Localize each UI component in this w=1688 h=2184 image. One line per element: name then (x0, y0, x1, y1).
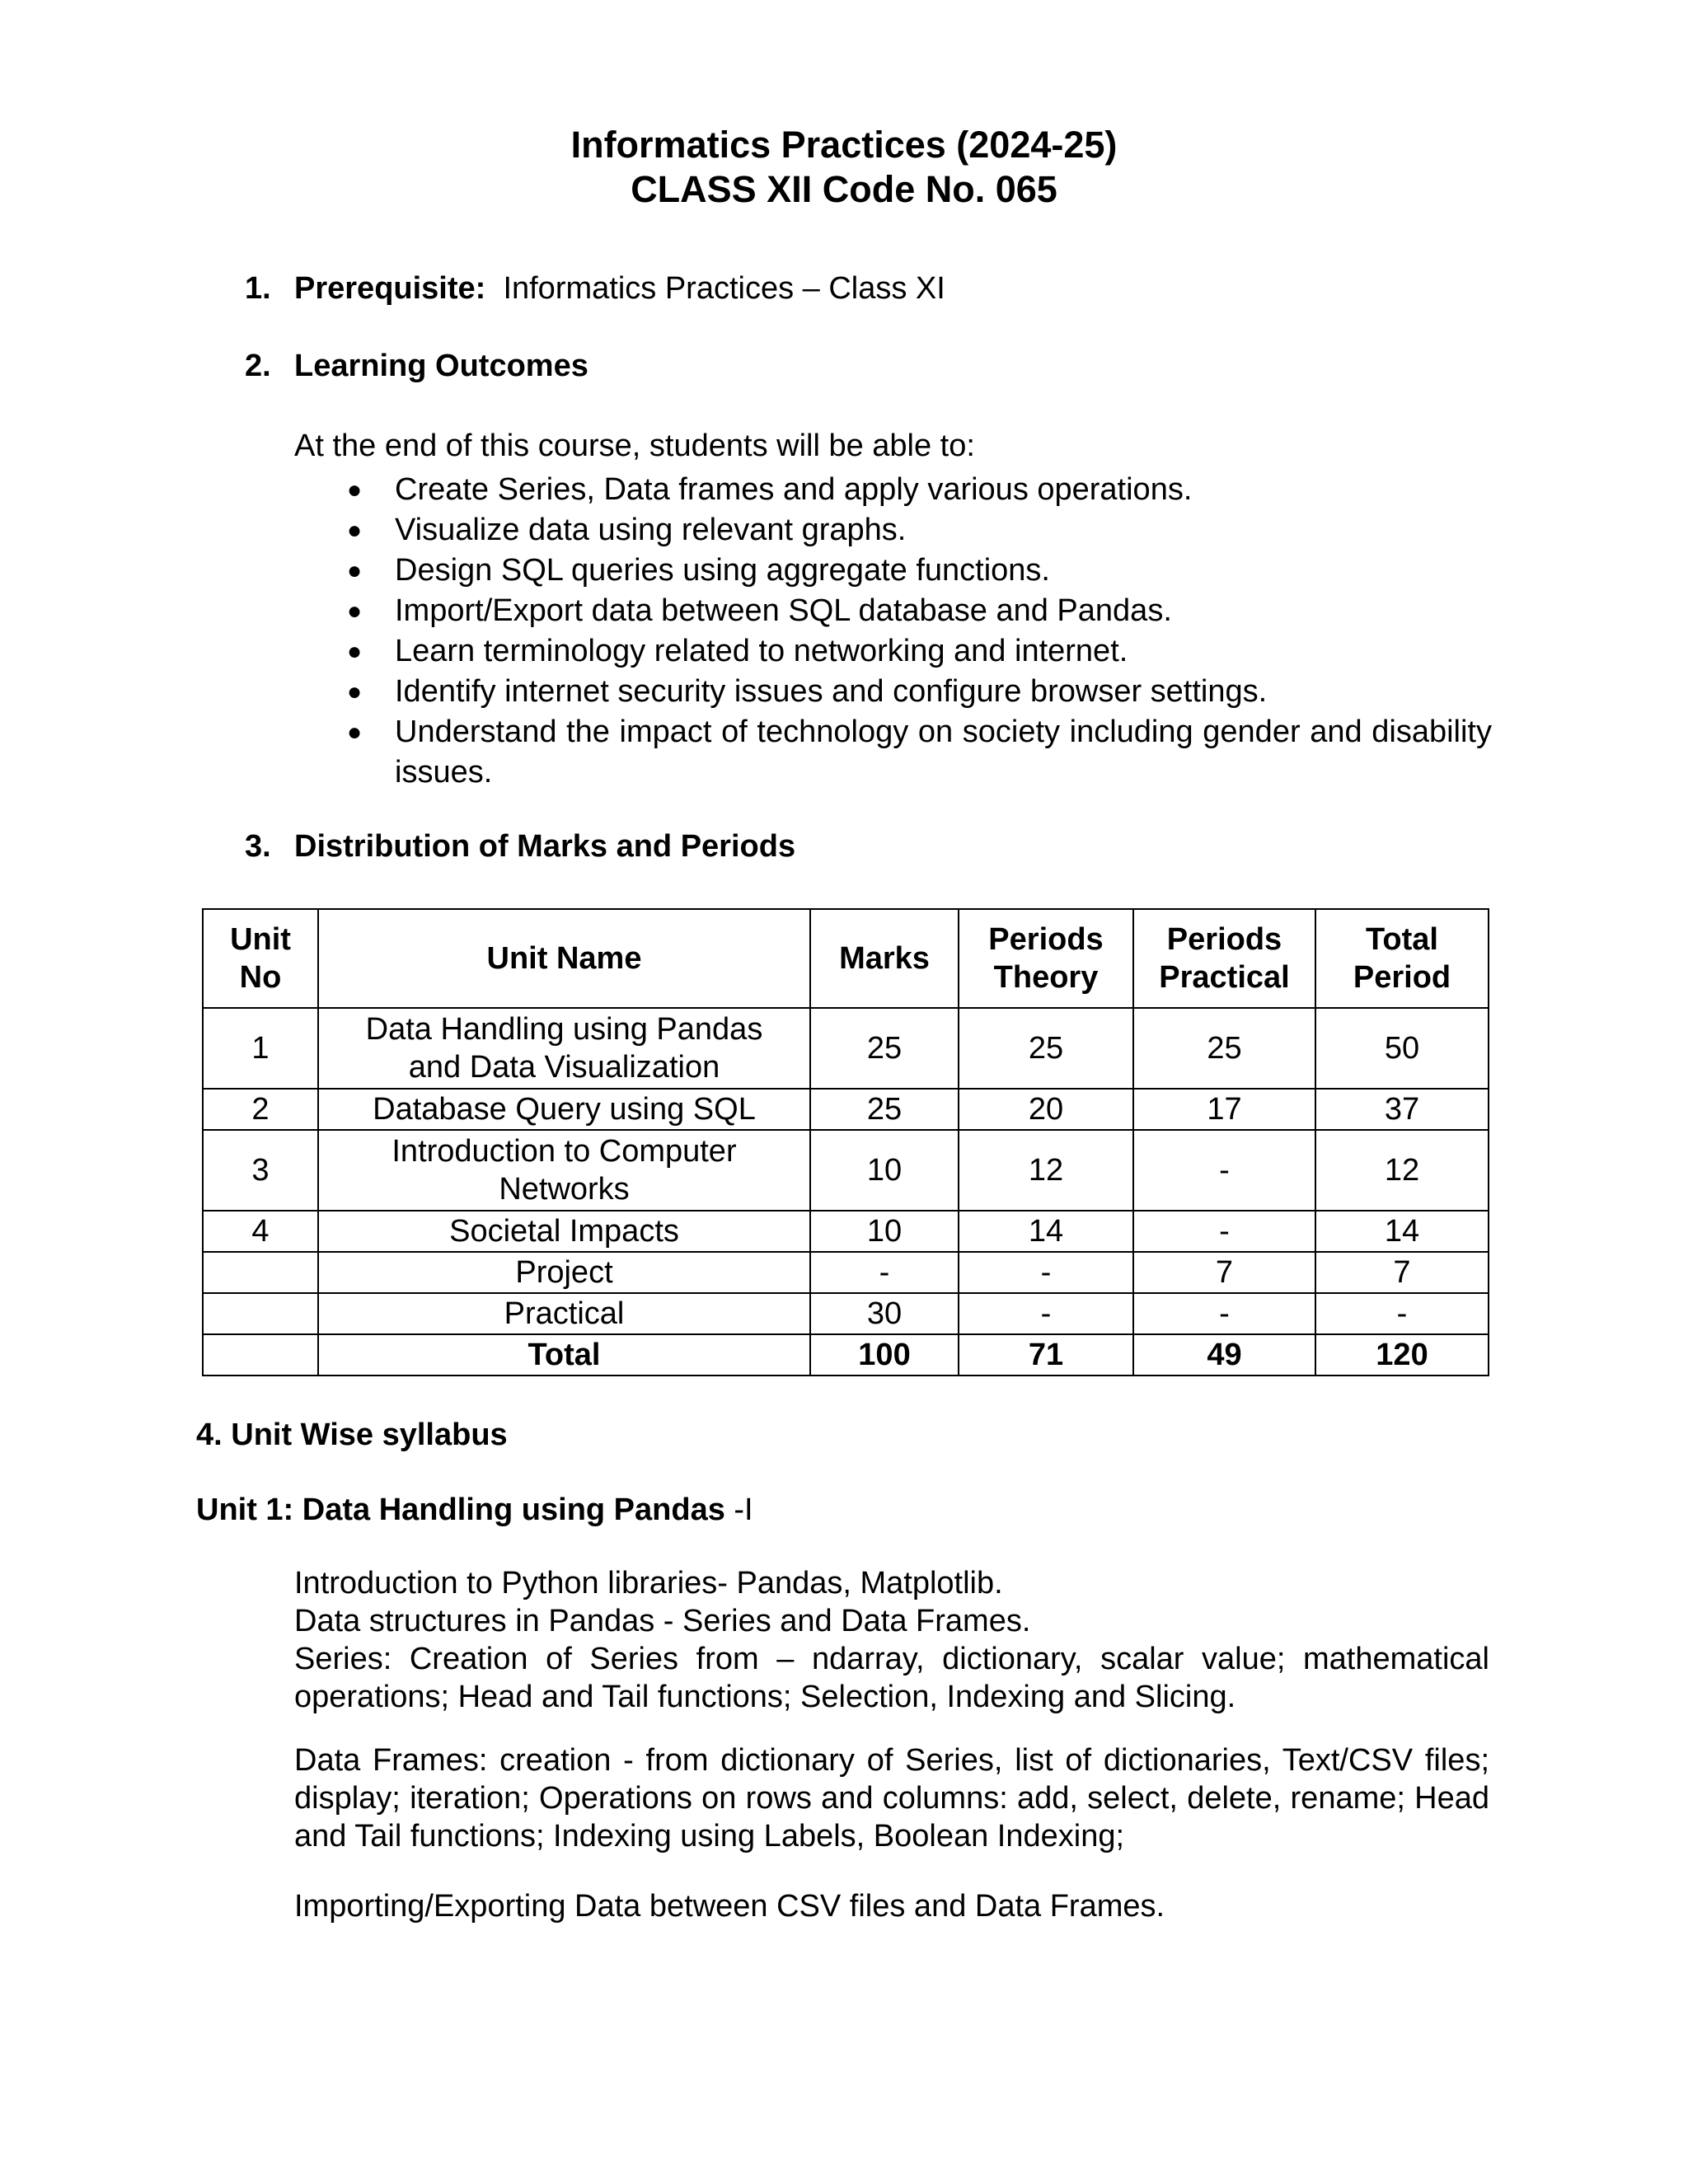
section-label: Learning Outcomes (294, 349, 588, 383)
prerequisite-label: Prerequisite: (294, 271, 486, 306)
cell-periods-practical: 49 (1133, 1334, 1315, 1376)
cell-marks: 25 (810, 1008, 959, 1089)
cell-total-period: 50 (1315, 1008, 1489, 1089)
column-header-unit-no: Unit No (203, 909, 318, 1008)
section-label: Distribution of Marks and Periods (294, 829, 796, 864)
unit1-line: Data structures in Pandas - Series and Data Frames. (294, 1604, 1031, 1638)
table-row (203, 1252, 1489, 1293)
cell-periods-theory: 25 (959, 1008, 1133, 1089)
cell-periods-practical: - (1133, 1130, 1315, 1211)
unit1-line: Series: Creation of Series from – ndarray, dictionary, scalar value; mathematical operations; Head and Tail functions; Selection, Indexing and Slicing. (294, 1642, 1489, 1714)
table-total-row (203, 1334, 1489, 1376)
list-item (342, 470, 1492, 510)
list-item (342, 510, 1492, 551)
cell-unit-name: Database Query using SQL (318, 1089, 810, 1130)
bullet-icon: ● (347, 638, 363, 665)
table-row (203, 1211, 1489, 1252)
list-item-text: Identify internet security issues and configure browser settings. (395, 674, 1268, 709)
cell-periods-practical: - (1133, 1293, 1315, 1334)
cell-unit-name: Practical (318, 1293, 810, 1334)
cell-unit-no (203, 1252, 318, 1293)
list-item (342, 591, 1492, 631)
cell-marks: - (810, 1252, 959, 1293)
cell-periods-theory: - (959, 1293, 1133, 1334)
bullet-icon: ● (347, 598, 363, 625)
marks-distribution-table (202, 908, 1489, 1376)
bullet-icon: ● (347, 678, 363, 705)
cell-unit-name: Societal Impacts (318, 1211, 810, 1252)
bullet-icon: ● (347, 557, 363, 584)
outcomes-intro: At the end of this course, students will be able to: (294, 429, 975, 463)
prerequisite-line (294, 269, 945, 308)
cell-marks: 25 (810, 1089, 959, 1130)
cell-marks: 30 (810, 1293, 959, 1334)
prerequisite-value: Informatics Practices – Class XI (503, 271, 945, 306)
unit1-paragraph-1 (294, 1564, 1489, 1716)
cell-periods-theory: 20 (959, 1089, 1133, 1130)
cell-unit-name: Data Handling using Pandas and Data Visualization (318, 1008, 810, 1089)
list-item-text: Learn terminology related to networking and internet. (395, 634, 1128, 668)
cell-periods-theory: - (959, 1252, 1133, 1293)
cell-unit-no: 3 (203, 1130, 318, 1211)
cell-total-period: - (1315, 1293, 1489, 1334)
cell-periods-practical: 25 (1133, 1008, 1315, 1089)
column-header-unit-name: Unit Name (318, 909, 810, 1008)
outcomes-list (342, 470, 1492, 793)
cell-marks: 10 (810, 1130, 959, 1211)
list-item-text: Import/Export data between SQL database and Pandas. (395, 593, 1172, 628)
table-row (203, 1089, 1489, 1130)
bullet-icon: ● (347, 476, 363, 504)
cell-unit-name: Project (318, 1252, 810, 1293)
column-header-total-period: Total Period (1315, 909, 1489, 1008)
column-header-periods-theory: Periods Theory (959, 909, 1133, 1008)
list-item-text: Understand the impact of technology on society including gender and disability issues. (395, 715, 1492, 790)
cell-total-period: 120 (1315, 1334, 1489, 1376)
section-number: 2. (245, 349, 271, 383)
cell-unit-no: 2 (203, 1089, 318, 1130)
unit1-heading (196, 1490, 753, 1530)
column-header-marks: Marks (810, 909, 959, 1008)
cell-unit-name: Total (318, 1334, 810, 1376)
cell-marks: 100 (810, 1334, 959, 1376)
table-header-row (203, 909, 1489, 1008)
cell-unit-name: Introduction to Computer Networks (318, 1130, 810, 1211)
cell-unit-no (203, 1334, 318, 1376)
list-item-text: Visualize data using relevant graphs. (395, 513, 907, 547)
list-item (342, 631, 1492, 672)
cell-marks: 10 (810, 1211, 959, 1252)
cell-unit-no: 1 (203, 1008, 318, 1089)
cell-periods-theory: 12 (959, 1130, 1133, 1211)
cell-unit-no (203, 1293, 318, 1334)
list-item (342, 712, 1492, 793)
table-row (203, 1008, 1489, 1089)
cell-total-period: 12 (1315, 1130, 1489, 1211)
cell-total-period: 37 (1315, 1089, 1489, 1130)
bullet-icon: ● (347, 517, 363, 544)
cell-unit-no: 4 (203, 1211, 318, 1252)
section-number: 1. (245, 271, 271, 306)
unit1-heading-title: Unit 1: Data Handling using Pandas (196, 1493, 725, 1527)
unit1-paragraph-3: Importing/Exporting Data between CSV files and Data Frames. (294, 1889, 1165, 1924)
unit1-heading-suffix: -I (724, 1493, 753, 1527)
cell-total-period: 14 (1315, 1211, 1489, 1252)
document-title: Informatics Practices (2024-25) (570, 124, 1118, 166)
list-item (342, 551, 1492, 591)
list-item (342, 672, 1492, 712)
list-item-text: Design SQL queries using aggregate functions. (395, 553, 1050, 588)
column-header-periods-practical: Periods Practical (1133, 909, 1315, 1008)
bullet-icon: ● (347, 719, 363, 746)
cell-total-period: 7 (1315, 1252, 1489, 1293)
table-row (203, 1130, 1489, 1211)
cell-periods-practical: - (1133, 1211, 1315, 1252)
unit-wise-syllabus-heading: 4. Unit Wise syllabus (196, 1418, 508, 1452)
document-subtitle: CLASS XII Code No. 065 (631, 168, 1057, 210)
cell-periods-practical: 17 (1133, 1089, 1315, 1130)
unit1-line: Introduction to Python libraries- Pandas, Matplotlib. (294, 1566, 1003, 1601)
list-item-text: Create Series, Data frames and apply various operations. (395, 472, 1193, 507)
section-number: 3. (245, 829, 271, 864)
cell-periods-theory: 14 (959, 1211, 1133, 1252)
cell-periods-practical: 7 (1133, 1252, 1315, 1293)
table-row (203, 1293, 1489, 1334)
cell-periods-theory: 71 (959, 1334, 1133, 1376)
unit1-paragraph-2: Data Frames: creation - from dictionary of Series, list of dictionaries, Text/CSV files; display; iteration; Operations on rows and columns: add, select, delete, rename; Head and Tail functions; Indexing using Labels, Boolean Indexing; (294, 1743, 1489, 1854)
